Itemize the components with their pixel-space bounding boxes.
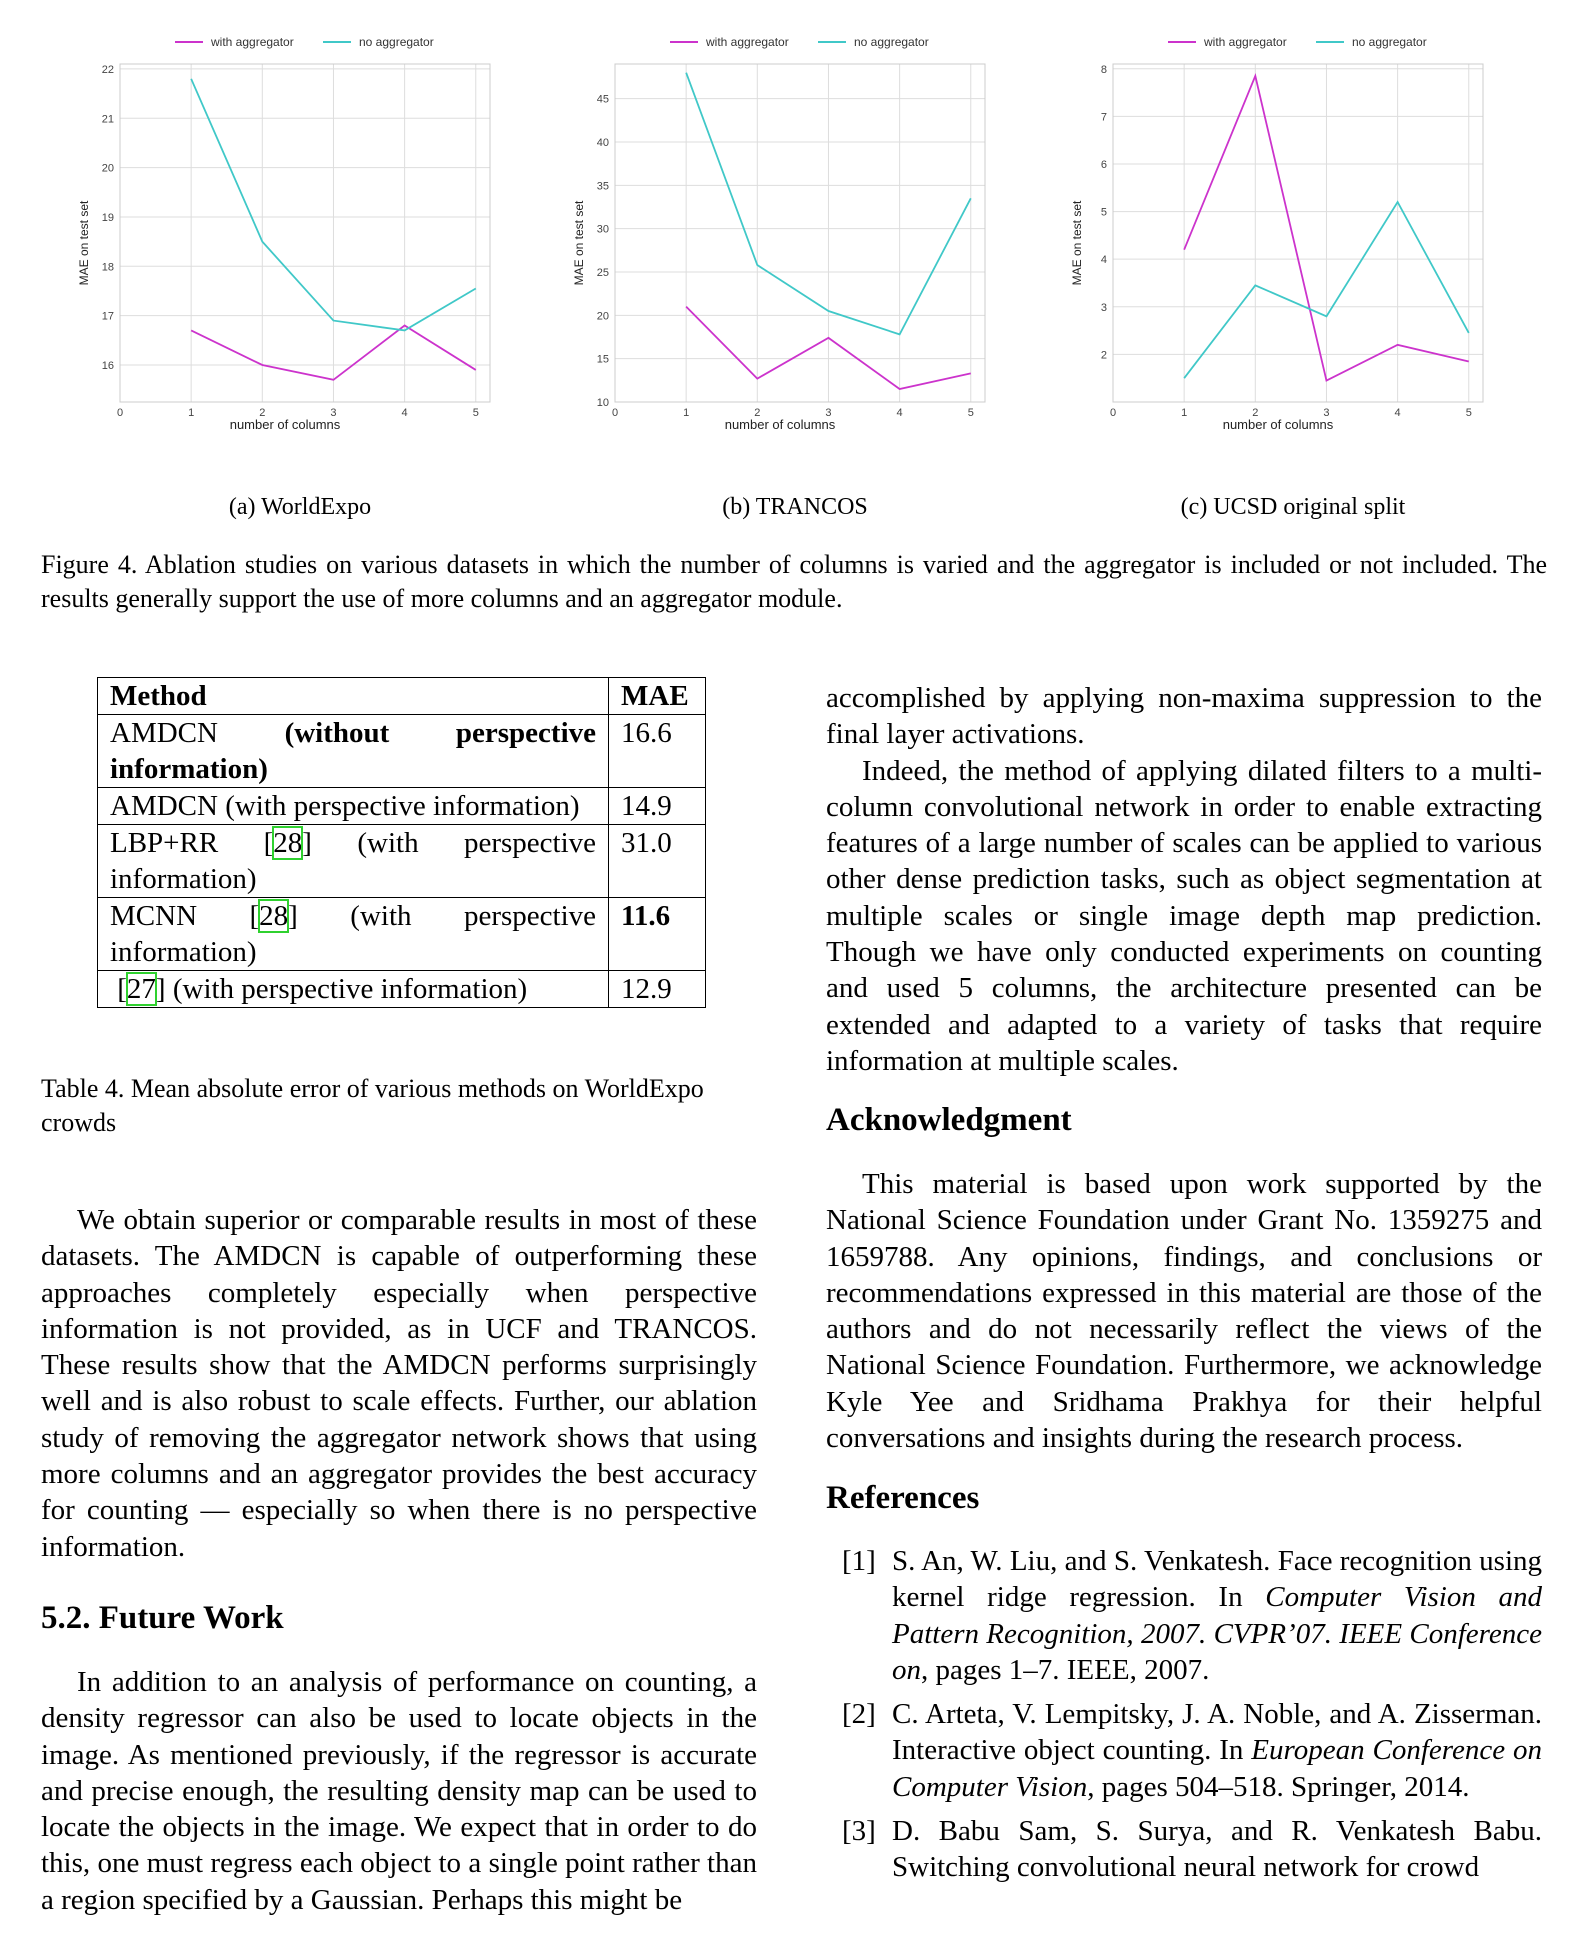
- x-tick-label: 3: [1323, 407, 1330, 419]
- reference-item: [826, 1696, 1542, 1805]
- legend-label: with aggregator: [1204, 35, 1287, 49]
- right-paragraphs: [826, 680, 1542, 1079]
- legend-label: with aggregator: [211, 35, 294, 49]
- y-tick-label: 17: [101, 310, 114, 323]
- section-title-acknowledgment: Acknowledgment: [826, 1102, 1072, 1138]
- reference-item: [826, 1543, 1542, 1688]
- table-cell-mae: 31.0: [609, 825, 706, 898]
- table-cell-mae: 14.9: [609, 788, 706, 825]
- reference-item: [826, 1813, 1542, 1886]
- figure-4: [0, 0, 1584, 540]
- reference-authors: S. An, W. Liu, and S. Venkatesh. Face recognition using kernel ridge regression. In: [892, 1545, 1542, 1614]
- plot-frame: [615, 64, 985, 402]
- table-cell-mae: 16.6: [609, 715, 706, 788]
- table-cell-mae: 12.9: [609, 971, 706, 1008]
- legend-label: no aggregator: [854, 35, 929, 49]
- legend-label: with aggregator: [706, 35, 789, 49]
- table-header-method: Method: [98, 678, 609, 715]
- table-row: [98, 971, 706, 1008]
- x-tick-label: 5: [1465, 407, 1472, 419]
- reference-text: [892, 1696, 1542, 1805]
- table-caption: Table 4. Mean absolute error of various methods on WorldExpo crowds: [41, 1074, 704, 1137]
- x-tick-label: 1: [1181, 407, 1188, 419]
- chart-trancos: [565, 24, 1065, 474]
- table-row: [98, 715, 706, 788]
- y-axis-label: MAE on test set: [1070, 200, 1084, 286]
- table-cell-mae: 11.6: [609, 898, 706, 971]
- table-cell-method: LBP+RR [28] (with perspective information): [98, 825, 609, 898]
- method-note: (with perspective information): [110, 900, 597, 968]
- reference-number: [1]: [842, 1545, 876, 1577]
- section-title-references: References: [826, 1480, 980, 1516]
- chart-worldexpo: [70, 24, 570, 474]
- x-tick-label: 3: [330, 407, 337, 419]
- reference-details: , pages 1–7. IEEE, 2007.: [921, 1653, 1210, 1686]
- y-tick-label: 22: [101, 63, 114, 76]
- y-tick-label: 19: [101, 211, 114, 224]
- y-tick-label: 8: [1100, 63, 1107, 76]
- section-title-future-work: 5.2. Future Work: [41, 1600, 284, 1636]
- subcaption-c: (c) UCSD original split: [1180, 494, 1406, 520]
- x-tick-label: 2: [754, 407, 761, 419]
- method-name: AMDCN: [110, 717, 218, 749]
- x-tick-label: 5: [472, 407, 479, 419]
- table-cell-method: [98, 715, 609, 788]
- table-row: [98, 898, 706, 971]
- x-tick-label: 2: [259, 407, 266, 419]
- y-tick-label: 45: [596, 93, 609, 106]
- method-note: (with perspective information): [165, 973, 528, 1005]
- y-tick-label: 16: [101, 359, 114, 372]
- reference-number: [2]: [842, 1698, 876, 1731]
- x-axis-label: number of columns: [724, 417, 836, 432]
- y-tick-label: 21: [101, 113, 114, 126]
- x-axis-label: number of columns: [229, 417, 341, 432]
- y-tick-label: 10: [596, 397, 609, 409]
- references-list: [826, 1543, 1542, 1894]
- x-tick-label: 4: [401, 407, 408, 419]
- x-tick-label: 3: [825, 407, 832, 419]
- legend-label: no aggregator: [359, 35, 434, 49]
- y-tick-label: 3: [1100, 301, 1107, 314]
- x-tick-label: 0: [1109, 407, 1117, 419]
- reference-venue: European Conference on Computer Vision: [892, 1734, 1542, 1803]
- x-tick-label: 0: [116, 407, 124, 419]
- y-tick-label: 35: [596, 180, 609, 193]
- y-tick-label: 20: [596, 310, 609, 323]
- x-tick-label: 0: [611, 407, 619, 419]
- table-cell-method: [27] (with perspective information): [98, 971, 609, 1008]
- y-axis-label: MAE on test set: [77, 200, 91, 286]
- paragraph: Indeed, the method of applying dilated filters to a multi-column convolutional network in order to enable extracting features of a large number of scales can be applied to various other dense prediction tasks, such as object segmentation at multiple scales or single image depth map prediction. Though we have only conducted experiments on counting and used 5 columns, the architecture presented can be extended and adapted to a variety of tasks that require information at multiple scales.: [826, 754, 1542, 1077]
- subcaption-a: (a) WorldExpo: [228, 494, 372, 520]
- paragraph: This material is based upon work supported by the National Science Foundation under Grant No. 1359275 and 1659788. Any opinions, findings, and conclusions or recommendations expressed in this material are those of the authors and do not necessarily reflect the views of the National Science Foundation. Furthermore, we acknowledge Kyle Yee and Sridhama Prakhya for their helpful conversations and insights during the research process.: [826, 1168, 1542, 1455]
- reference-text: [892, 1543, 1542, 1688]
- reference-authors: D. Babu Sam, S. Surya, and R. Venkatesh Babu. Switching convolutional neural network for crowd: [892, 1815, 1542, 1884]
- reference-details: , pages 504–518. Springer, 2014.: [1087, 1770, 1470, 1803]
- x-tick-label: 2: [1252, 407, 1259, 419]
- reference-venue: Computer Vision and Pattern Recognition, 2007. CVPR’07. IEEE Conference on: [892, 1581, 1542, 1686]
- reference-authors: C. Arteta, V. Lempitsky, J. A. Noble, and A. Zisserman. Interactive object counting. In: [892, 1698, 1542, 1767]
- y-tick-label: 5: [1100, 206, 1107, 219]
- reference-text: [892, 1813, 1542, 1886]
- method-note: (with perspective information): [110, 827, 596, 895]
- table-row: [98, 825, 706, 898]
- y-tick-label: 15: [596, 353, 609, 366]
- method-note-bold: (without perspective information): [110, 717, 596, 785]
- y-tick-label: 25: [596, 267, 609, 279]
- reference-number: [3]: [842, 1815, 876, 1848]
- x-tick-label: 4: [1394, 407, 1401, 419]
- figure-caption: Figure 4. Ablation studies on various datasets in which the number of columns is varied and the aggregator is included or not included. The results generally support the use of more columns and an aggregator module.: [41, 550, 1547, 613]
- y-tick-label: 7: [1100, 111, 1107, 124]
- table-header-row: [98, 678, 706, 715]
- x-axis-label: number of columns: [1222, 417, 1334, 432]
- y-axis-label: MAE on test set: [572, 200, 586, 286]
- paragraph: In addition to an analysis of performance on counting, a density regressor can also be used to locate objects in the image. As mentioned previously, if the regressor is accurate and precise enough, the resulting density map can be used to locate the objects in the image. We expect that in order to do this, one must regress each object to a single point rather than a region specified by a Gaussian. Perhaps this might be: [41, 1666, 757, 1916]
- citation-link[interactable]: 28: [259, 900, 289, 932]
- paragraph: accomplished by applying non-maxima suppression to the final layer activations.: [826, 682, 1542, 751]
- y-tick-label: 18: [101, 261, 114, 274]
- legend-label: no aggregator: [1352, 35, 1427, 49]
- x-tick-label: 1: [683, 407, 690, 419]
- left-paragraph-1: [41, 1202, 757, 1565]
- method-name: LBP+RR: [110, 827, 264, 859]
- y-tick-label: 6: [1100, 158, 1107, 171]
- y-tick-label: 4: [1100, 254, 1107, 267]
- x-tick-label: 1: [188, 407, 195, 419]
- plot-frame: [120, 64, 490, 402]
- table-cell-method: AMDCN (with perspective information): [98, 788, 609, 825]
- paragraph: We obtain superior or comparable results in most of these datasets. The AMDCN is capable of outperforming these approaches completely especially when perspective information is not provided, as in UCF and TRANCOS. These results show that the AMDCN performs surprisingly well and is also robust to scale effects. Further, our ablation study of removing the aggregator network shows that using more columns and an aggregator provides the best accuracy for counting — especially so when there is no perspective information.: [41, 1204, 757, 1563]
- table-row: [98, 788, 706, 825]
- subcaption-b: (b) TRANCOS: [722, 494, 868, 520]
- y-tick-label: 2: [1100, 349, 1107, 362]
- acknowledgment-text: [826, 1166, 1542, 1456]
- results-table: [97, 677, 706, 1008]
- y-tick-label: 30: [596, 223, 609, 236]
- left-paragraph-2: [41, 1664, 757, 1918]
- citation-link[interactable]: 27: [126, 973, 156, 1005]
- y-tick-label: 40: [596, 137, 609, 149]
- table-header-mae: MAE: [609, 678, 706, 715]
- citation-link[interactable]: 28: [273, 827, 303, 859]
- chart-ucsd: [1063, 24, 1563, 474]
- y-tick-label: 20: [101, 162, 114, 175]
- method-name: MCNN: [110, 900, 250, 932]
- x-tick-label: 5: [967, 407, 974, 419]
- x-tick-label: 4: [896, 407, 903, 419]
- table-cell-method: MCNN [28] (with perspective information): [98, 898, 609, 971]
